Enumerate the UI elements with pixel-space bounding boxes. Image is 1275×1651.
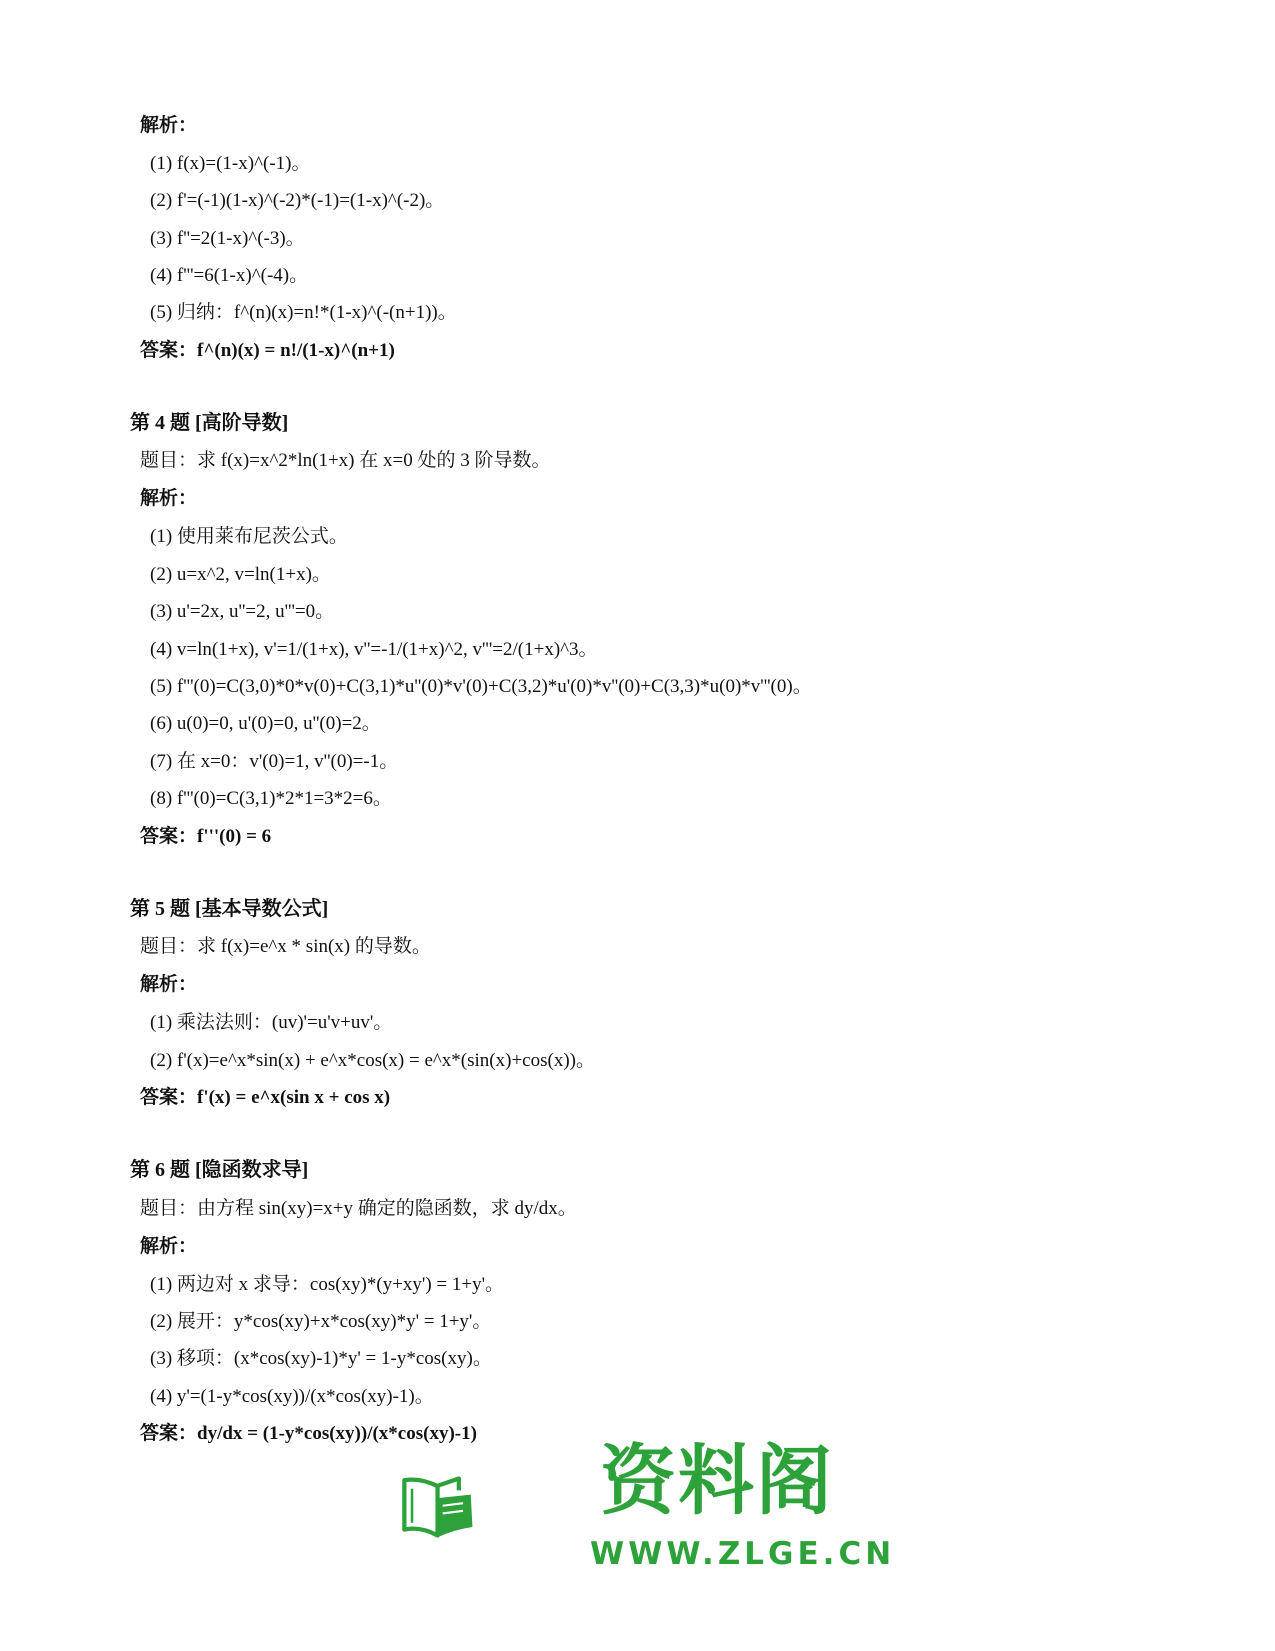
question-heading: 第 6 题 [隐函数求导] xyxy=(130,1159,309,1181)
answer-line: 答案：f'(x) = e^x(sin x + cos x) xyxy=(140,1087,391,1108)
analysis-label: 解析： xyxy=(140,115,198,136)
analysis-label: 解析： xyxy=(140,974,198,995)
solution-step: (4) y'=(1-y*cos(xy))/(x*cos(xy)-1)。 xyxy=(150,1386,434,1407)
question-text: 题目：求 f(x)=e^x * sin(x) 的导数。 xyxy=(140,936,431,957)
solution-step: (4) v=ln(1+x), v'=1/(1+x), v''=-1/(1+x)^2, v'''=2/(1+x)^3。 xyxy=(150,639,598,660)
book-folder-logo-icon xyxy=(395,1430,595,1590)
answer-line: 答案：f^(n)(x) = n!/(1-x)^(n+1) xyxy=(140,340,395,361)
solution-step: (2) f'(x)=e^x*sin(x) + e^x*cos(x) = e^x*(sin(x)+cos(x))。 xyxy=(150,1050,595,1071)
solution-step: (3) f''=2(1-x)^(-3)。 xyxy=(150,228,305,249)
answer-line: 答案：f'''(0) = 6 xyxy=(140,826,272,847)
solution-step: (8) f'''(0)=C(3,1)*2*1=3*2=6。 xyxy=(150,788,392,809)
solution-step: (5) 归纳：f^(n)(x)=n!*(1-x)^(-(n+1))。 xyxy=(150,302,457,323)
analysis-label: 解析： xyxy=(140,1236,198,1257)
solution-step: (6) u(0)=0, u'(0)=0, u''(0)=2。 xyxy=(150,713,381,734)
solution-step: (2) 展开：y*cos(xy)+x*cos(xy)*y' = 1+y'。 xyxy=(150,1311,492,1332)
solution-step: (2) f'=(-1)(1-x)^(-2)*(-1)=(1-x)^(-2)。 xyxy=(150,190,445,211)
solution-step: (3) u'=2x, u''=2, u'''=0。 xyxy=(150,601,335,622)
answer-line: 答案：dy/dx = (1-y*cos(xy))/(x*cos(xy)-1) xyxy=(140,1423,477,1444)
solution-step: (4) f'''=6(1-x)^(-4)。 xyxy=(150,265,309,286)
watermark-brand: 资料阁 xyxy=(600,1436,834,1525)
question-heading: 第 4 题 [高阶导数] xyxy=(130,412,289,434)
question-text: 题目：求 f(x)=x^2*ln(1+x) 在 x=0 处的 3 阶导数。 xyxy=(140,450,551,471)
solution-step: (1) 两边对 x 求导：cos(xy)*(y+xy') = 1+y'。 xyxy=(150,1274,505,1295)
question-heading: 第 5 题 [基本导数公式] xyxy=(130,898,329,920)
analysis-label: 解析： xyxy=(140,488,198,509)
watermark-site: WWW.ZLGE.CN xyxy=(590,1536,896,1572)
question-text: 题目：由方程 sin(xy)=x+y 确定的隐函数，求 dy/dx。 xyxy=(140,1198,577,1219)
solution-step: (1) 乘法法则：(uv)'=u'v+uv'。 xyxy=(150,1012,393,1033)
solution-step: (7) 在 x=0：v'(0)=1, v''(0)=-1。 xyxy=(150,751,399,772)
solution-step: (2) u=x^2, v=ln(1+x)。 xyxy=(150,564,331,585)
solution-step: (1) f(x)=(1-x)^(-1)。 xyxy=(150,153,311,174)
solution-step: (1) 使用莱布尼茨公式。 xyxy=(150,526,348,547)
solution-step: (3) 移项：(x*cos(xy)-1)*y' = 1-y*cos(xy)。 xyxy=(150,1348,492,1369)
solution-step: (5) f'''(0)=C(3,0)*0*v(0)+C(3,1)*u''(0)*v'(0)+C(3,2)*u'(0)*v''(0)+C(3,3)*u(0)*v'''(0)。 xyxy=(150,676,812,697)
